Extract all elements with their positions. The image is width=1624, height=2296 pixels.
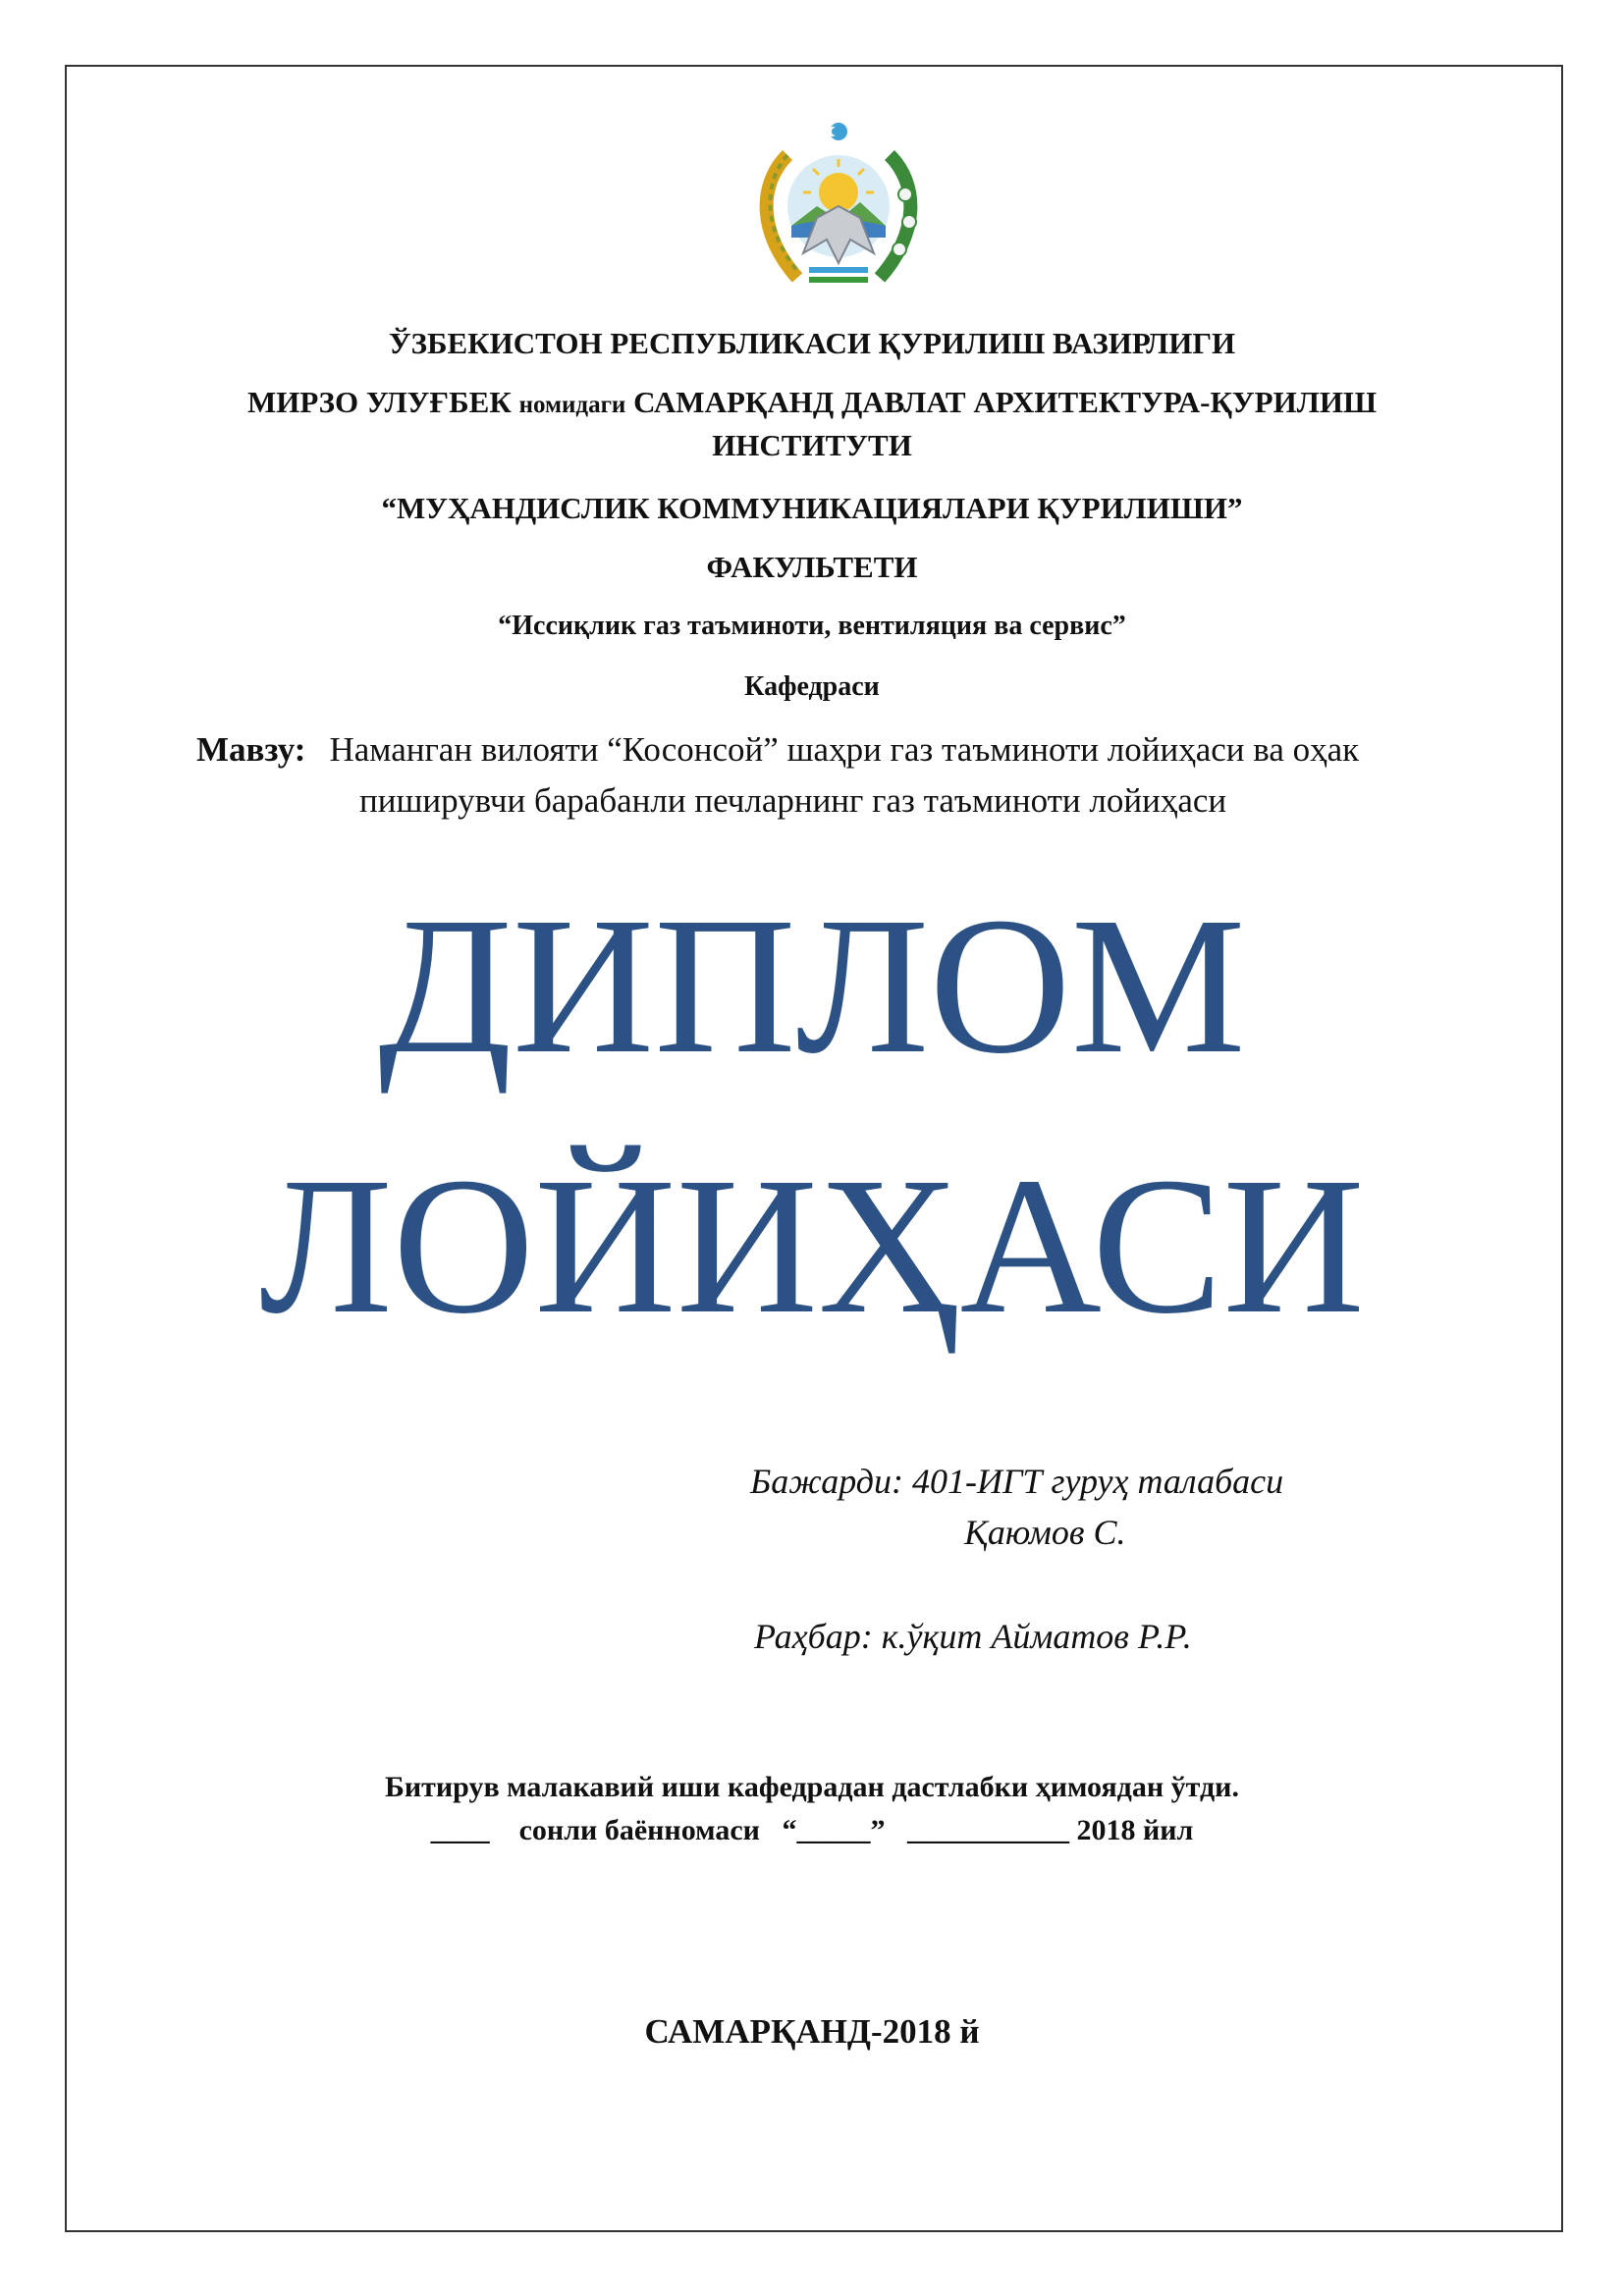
institute-heading-line2: ИНСТИТУТИ <box>712 428 912 462</box>
topic-line-2: пиширувчи барабанли печларнинг газ таъминоти лойиҳаси <box>359 781 1227 820</box>
department-name: “Иссиқлик газ таъминоти, вентиляция ва сервис” <box>498 611 1126 641</box>
ministry-heading: ЎЗБЕКИСТОН РЕСПУБЛИКАСИ ҚУРИЛИШ ВАЗИРЛИГИ <box>388 326 1236 360</box>
institute-heading <box>0 385 1624 420</box>
student-name: Қаюмов С. <box>964 1513 1126 1552</box>
topic-text-1: Наманган вилояти “Косонсой” шаҳри газ таъминоти лойиҳаси ва оҳак <box>329 730 1360 769</box>
performed-by: Бажарди: 401-ИГТ гуруҳ талабаси <box>750 1462 1284 1501</box>
institute-named: номидаги <box>518 392 626 418</box>
faculty-name: “МУҲАНДИСЛИК КОММУНИКАЦИЯЛАРИ ҚУРИЛИШИ” <box>381 491 1243 525</box>
protocol-line: ____ сонли баённомаси “_____” ___________ 2018 йил <box>430 1814 1194 1846</box>
institute-rest: САМАРҚАНД ДАВЛАТ АРХИТЕКТУРА-ҚУРИЛИШ <box>633 385 1377 419</box>
state-emblem <box>748 116 929 293</box>
topic-line-1 <box>196 730 1359 770</box>
defense-statement: Битирув малакавий иши кафедрадан дастлабки ҳимоядан ўтди. <box>385 1771 1239 1803</box>
department-word: Кафедраси <box>744 671 880 702</box>
title-line-1: ДИПЛОМ <box>378 878 1246 1095</box>
city-year: САМАРҚАНД-2018 й <box>644 2012 980 2051</box>
supervisor: Раҳбар: к.ўқит Айматов Р.Р. <box>754 1617 1192 1656</box>
title-line-2: ЛОЙИҲАСИ <box>259 1138 1365 1355</box>
topic-label: Мавзу: <box>196 730 306 769</box>
institute-prefix: МИРЗО УЛУҒБЕК <box>247 385 512 419</box>
faculty-word: ФАКУЛЬТЕТИ <box>706 550 918 584</box>
